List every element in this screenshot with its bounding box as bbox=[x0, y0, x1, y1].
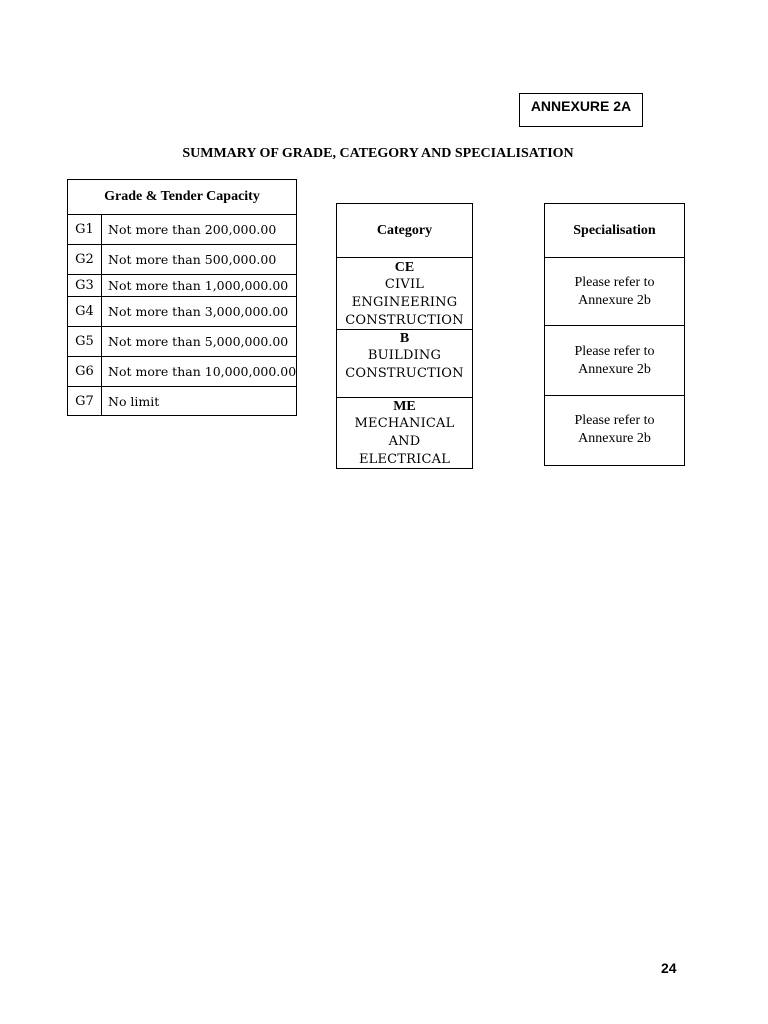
annexure-label bbox=[519, 93, 643, 127]
category-table bbox=[336, 203, 473, 469]
grade-code: G4 bbox=[68, 297, 102, 326]
category-cell bbox=[337, 330, 472, 398]
grade-capacity: Not more than 200,000.00 bbox=[108, 222, 277, 237]
grade-code: G2 bbox=[68, 245, 102, 274]
category-table-header: Category bbox=[337, 204, 472, 258]
specialisation-line: Annexure 2b bbox=[578, 361, 651, 377]
grade-code: G6 bbox=[68, 357, 102, 386]
category-name-line: ENGINEERING bbox=[351, 295, 458, 310]
specialisation-text bbox=[545, 258, 684, 325]
specialisation-cell bbox=[545, 258, 684, 326]
category-name-line: CONSTRUCTION bbox=[345, 313, 464, 328]
grade-capacity: Not more than 1,000,000.00 bbox=[108, 278, 289, 293]
page-title: SUMMARY OF GRADE, CATEGORY AND SPECIALISATION bbox=[182, 146, 574, 161]
specialisation-line: Please refer to bbox=[574, 343, 655, 359]
grade-table-header: Grade & Tender Capacity bbox=[68, 180, 296, 215]
category-name-line: CIVIL bbox=[384, 277, 425, 292]
grade-capacity: Not more than 3,000,000.00 bbox=[108, 304, 289, 319]
category-name-line: BUILDING bbox=[367, 348, 442, 363]
specialisation-cell bbox=[545, 396, 684, 466]
grade-table bbox=[67, 179, 297, 416]
page-number: 24 bbox=[661, 960, 677, 976]
specialisation-line: Annexure 2b bbox=[578, 292, 651, 308]
grade-code: G7 bbox=[68, 387, 102, 415]
category-name-line: ELECTRICAL bbox=[358, 452, 451, 467]
specialisation-text bbox=[545, 396, 684, 466]
category-name-line: MECHANICAL bbox=[354, 416, 455, 431]
grade-capacity: Not more than 5,000,000.00 bbox=[108, 334, 289, 349]
category-code: CE bbox=[394, 260, 415, 275]
grade-code: G1 bbox=[68, 215, 102, 244]
category-code: B bbox=[399, 331, 410, 346]
specialisation-text bbox=[545, 326, 684, 395]
category-name-line: CONSTRUCTION bbox=[345, 366, 464, 381]
category-name-line: AND bbox=[388, 434, 421, 449]
table-row bbox=[68, 297, 296, 327]
specialisation-line: Annexure 2b bbox=[578, 431, 651, 446]
grade-capacity: Not more than 10,000,000.00 bbox=[108, 364, 297, 379]
category-cell bbox=[337, 258, 472, 330]
annexure-label-text: ANNEXURE 2A bbox=[530, 98, 632, 114]
table-row bbox=[68, 245, 296, 275]
table-row bbox=[68, 215, 296, 245]
table-row bbox=[68, 357, 296, 387]
specialisation-line: Please refer to bbox=[574, 274, 655, 290]
specialisation-table-header: Specialisation bbox=[545, 204, 684, 258]
grade-capacity: No limit bbox=[108, 393, 160, 409]
table-row bbox=[68, 327, 296, 357]
table-row bbox=[68, 275, 296, 297]
grade-code: G3 bbox=[68, 275, 102, 296]
specialisation-line: Please refer to bbox=[574, 413, 655, 428]
specialisation-cell bbox=[545, 326, 684, 396]
grade-capacity: Not more than 500,000.00 bbox=[108, 252, 277, 267]
specialisation-table bbox=[544, 203, 685, 466]
category-code: ME bbox=[393, 399, 416, 414]
table-row bbox=[68, 387, 296, 415]
category-cell bbox=[337, 398, 472, 468]
grade-code: G5 bbox=[68, 327, 102, 356]
